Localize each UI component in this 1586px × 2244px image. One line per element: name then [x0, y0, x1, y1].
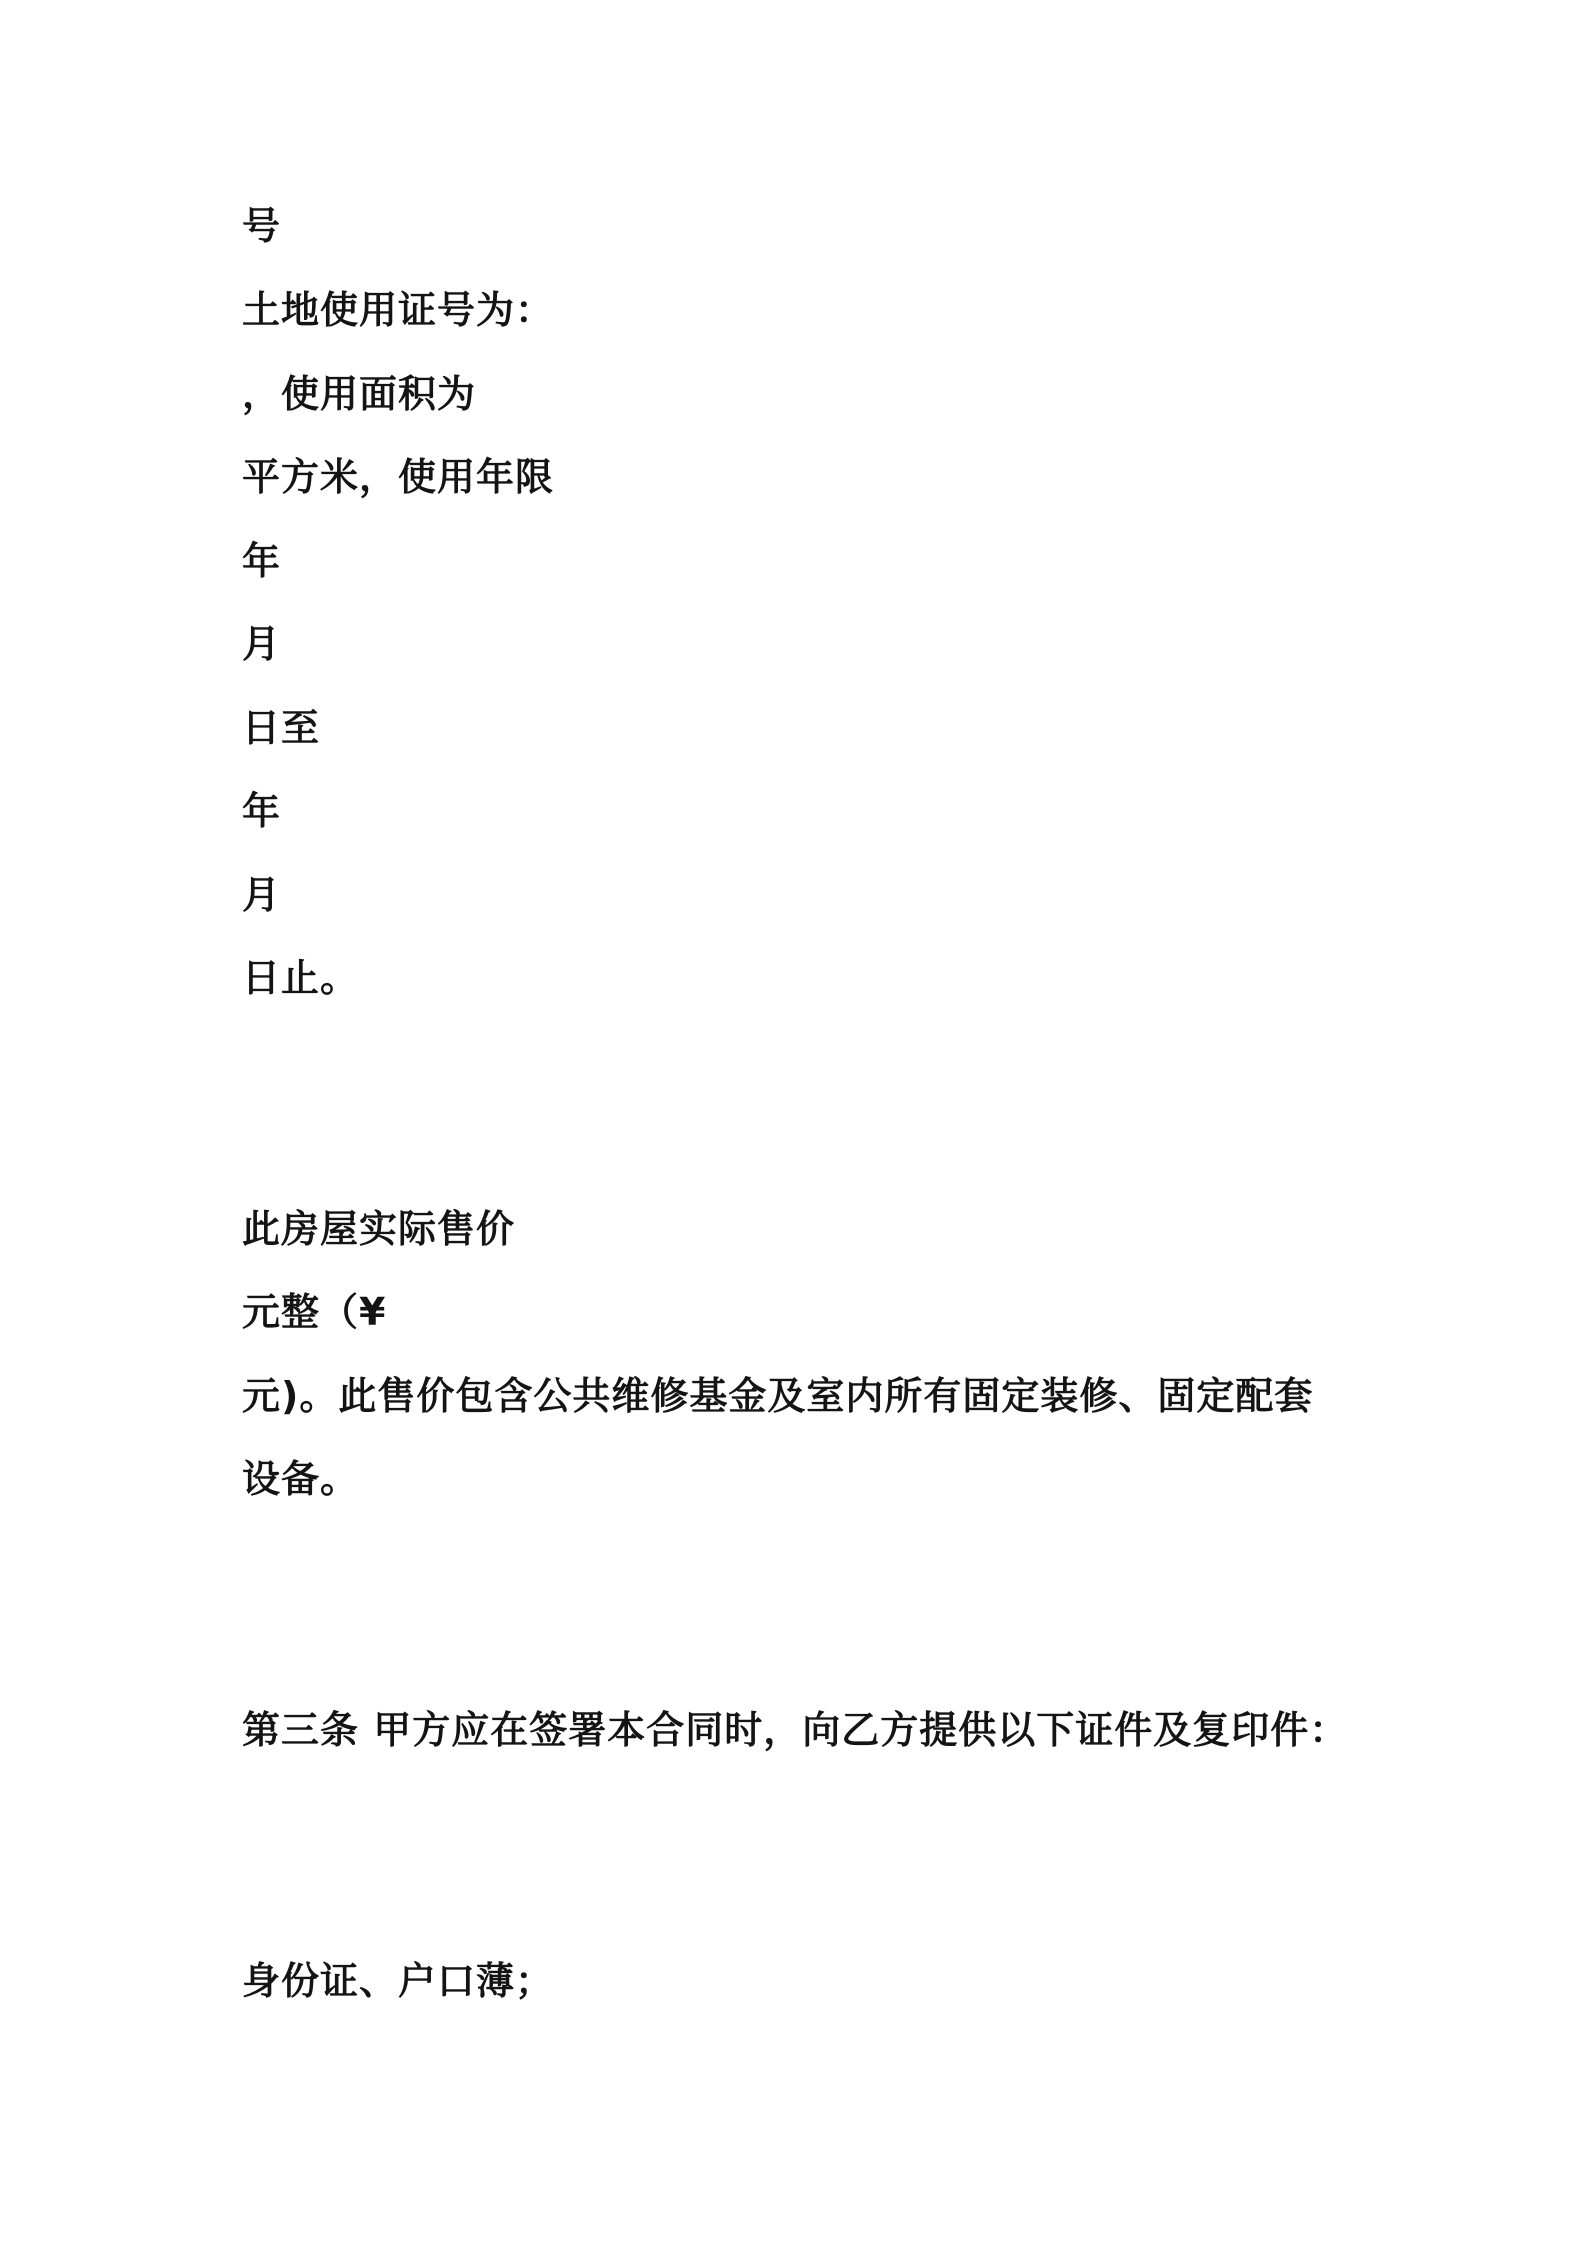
text-line-day-end: 日止。: [242, 956, 360, 1000]
text-line-year-2: 年: [242, 789, 282, 833]
text-line-month: 月: [242, 622, 282, 666]
text-line-day-to: 日至: [242, 706, 321, 750]
text-line-hao: 号: [242, 204, 282, 248]
text-line-yuan-total: 元整（¥: [242, 1290, 387, 1334]
text-line-price-includes: 元)。此售价包含公共维修基金及室内所有固定装修、固定配套: [242, 1374, 1314, 1418]
text-line-actual-price: 此房屋实际售价: [242, 1207, 516, 1251]
text-line-usage-years: 平方米，使用年限: [242, 455, 555, 499]
text-line-month-2: 月: [242, 873, 282, 917]
text-line-usage-area: ，使用面积为: [242, 372, 477, 416]
text-line-land-cert: 土地使用证号为：: [242, 288, 555, 332]
text-line-id-documents: 身份证、户口薄；: [242, 1959, 555, 2003]
text-line-article-three: 第三条 甲方应在签署本合同时，向乙方提供以下证件及复印件：: [242, 1708, 1349, 1752]
text-line-year: 年: [242, 539, 282, 583]
text-line-equipment: 设备。: [242, 1457, 360, 1501]
